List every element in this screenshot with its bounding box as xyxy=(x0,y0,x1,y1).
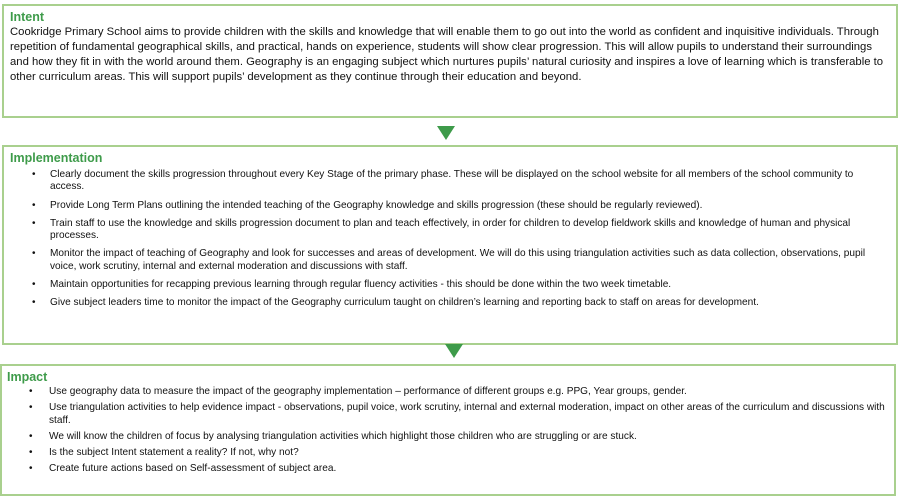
intent-section xyxy=(2,4,898,118)
list-item-text: Clearly document the skills progression throughout every Key Stage of the primary phase. These will be displayed on the school website for all members of the school community to access. xyxy=(50,169,854,193)
bullet-icon: • xyxy=(32,169,36,180)
list-item xyxy=(7,386,889,398)
list-item xyxy=(10,200,890,212)
intent-title: Intent xyxy=(10,10,45,24)
list-item xyxy=(10,169,890,194)
down-arrow-icon xyxy=(445,344,463,358)
bullet-icon: • xyxy=(29,402,33,414)
bullet-icon: • xyxy=(32,217,36,229)
list-item-text: Use geography data to measure the impact of the geography implementation – performance of different groups e.g. PPG, Year groups, gender. xyxy=(49,386,687,397)
list-item xyxy=(10,218,890,243)
list-item-text: Provide Long Term Plans outlining the intended teaching of the Geography knowledge and skills progression (these should be regularly reviewed). xyxy=(50,199,703,211)
list-item xyxy=(10,279,890,291)
down-arrow-icon xyxy=(437,126,455,140)
list-item-text: Train staff to use the knowledge and skills progression document to plan and teach effectively, in order for children to develop fieldwork skills and knowledge of human and physical processes. xyxy=(50,217,851,242)
implementation-section xyxy=(2,145,898,345)
bullet-icon: • xyxy=(32,248,36,260)
list-item xyxy=(7,463,889,475)
bullet-icon: • xyxy=(32,279,36,291)
bullet-icon: • xyxy=(32,199,36,211)
implementation-list xyxy=(10,169,890,310)
impact-title: Impact xyxy=(7,370,48,384)
bullet-icon: • xyxy=(29,447,33,459)
list-item xyxy=(7,447,889,459)
list-item-text: Maintain opportunities for recapping previous learning through regular fluency activities - this should be done within the two week timetable. xyxy=(50,279,672,291)
bullet-icon: • xyxy=(29,386,33,397)
bullet-icon: • xyxy=(29,463,33,475)
list-item-text: Create future actions based on Self-assessment of subject area. xyxy=(49,463,337,475)
list-item-text: Use triangulation activities to help evidence impact - observations, pupil voice, work scrutiny, internal and external moderation, impact on other areas of the curriculum and discussions with staff. xyxy=(49,402,885,426)
impact-list xyxy=(7,386,889,476)
impact-section xyxy=(0,364,896,496)
list-item-text: We will know the children of focus by analysing triangulation activities which highlight those children who are struggling or are stuck. xyxy=(49,430,637,442)
bullet-icon: • xyxy=(32,297,36,309)
list-item xyxy=(7,402,889,427)
list-item xyxy=(7,431,889,443)
list-item xyxy=(10,248,890,273)
list-item-text: Is the subject Intent statement a reality? If not, why not? xyxy=(49,447,299,459)
intent-text: Cookridge Primary School aims to provide children with the skills and knowledge that will enable them to go out into the world as confident and inquisitive individuals. Through repetition of fundamental geographical skills, and practical, hands on experience, students will show clear progression. This will allow pupils to understand their surroundings and how they fit in with the world around them. Geography is an engaging subject which nurtures pupils’ natural curiosity and inspires a love of learning which is transferable to other curriculum areas. This will support pupils’ development as they continue through their education and beyond. xyxy=(10,26,884,83)
list-item-text: Monitor the impact of teaching of Geography and look for successes and areas of development. We will do this using triangulation activities such as data collection, observations, pupil voice, work scrutiny, internal and external moderation and discussions with staff. xyxy=(50,248,866,272)
list-item xyxy=(10,297,890,309)
list-item-text: Give subject leaders time to monitor the impact of the Geography curriculum taught on children’s learning and reporting back to staff on areas for development. xyxy=(50,297,759,309)
implementation-title: Implementation xyxy=(10,151,103,165)
bullet-icon: • xyxy=(29,430,33,442)
